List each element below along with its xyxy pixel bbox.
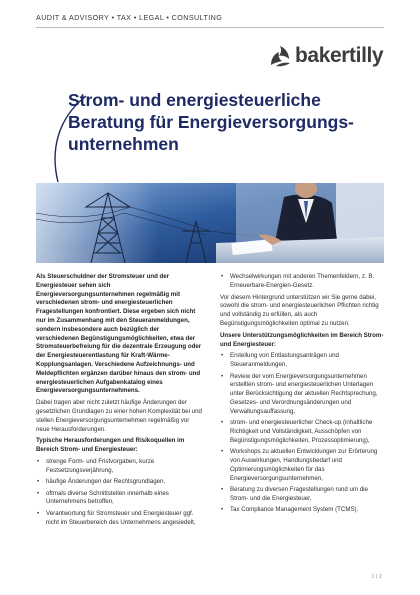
intro-paragraph: Als Steuerschuldner der Stromsteuer und der Energiesteuer sehen sich Energieversorgungsunternehmen regelmäßig mit verschiedenen strom- und energiesteuerlichen Fragestellungen konfrontiert. Diese ergeben sich nicht nur im Zusammenhang mit den Steueranmeldungen, sondern insbesondere auch bezüglich der verschiedenen Begünstigungsmöglichkeiten, etwa der Stromsteuerbefreiung für die dezentrale Erzeugung oder der Energiesteuerentlastung für Kraft-Wärme-Kopplungsanlagen. Verschiedene Aufzeichnungs- und Meldepflichten ergänzen darüber hinaus den strom- und energiesteuerlichen Aufgabenkatalog eines Energieversorgungsunternehmens. [36,273,202,395]
list-item: • häufige Änderungen der Rechtsgrundlagen, [36,478,202,487]
category-line: AUDIT & ADVISORY • TAX • LEGAL • CONSULTING [36,13,223,22]
list-item: • Tax Compliance Management System (TCMS). [220,506,388,515]
title-line-3: unternehmen [68,134,179,154]
list-item: • strom- und energiesteuerlicher Check-up (inhaltliche Richtigkeit und Vollständigkeit, Ausschöpfen von Begünstigungsmöglichkeiten, Prozessoptimierung), [220,419,388,445]
power-pylon-and-businessman-photo [36,183,384,263]
list-item: • Wechselwirkungen mit anderen Themenfeldern, z. B. Erneuerbare-Energien-Gesetz. [220,273,388,291]
challenges-list-continued [220,273,388,291]
list-item: • Erstellung von Entlastungsanträgen und Steueranmeldungen, [220,352,388,370]
title-line-1: Strom- und energiesteuerliche [68,90,321,110]
challenges-list [36,458,202,527]
list-item: • strenge Form- und Fristvorgaben, kurze Festsetzungsverjährung, [36,458,202,476]
support-heading: Unsere Unterstützungsmöglichkeiten im Bereich Strom- und Energiesteuer: [220,331,384,348]
page-title [68,89,368,155]
list-item: • Workshops zu aktuellen Entwicklungen zur Erörterung von Auswirkungen, Handlungsbedarf und Optimierungsmöglichkeiten für das Energieversorgungsunternehmen, [220,448,388,483]
page-number: 1 | 2 [371,574,382,580]
list-item: • Beratung zu diversen Fragestellungen rund um die Strom- und die Energiesteuer, [220,486,388,504]
right-column [220,273,388,518]
challenges-heading: Typische Herausforderungen und Risikoquellen im Bereich Strom- und Energiesteuer: [36,437,185,454]
brand-wordmark: bakertilly [295,44,384,67]
list-item: • oftmals diverse Schnittstellen innerhalb eines Unternehmens betroffen, [36,490,202,508]
support-list [220,352,388,515]
support-intro-paragraph: Vor diesem Hintergrund unterstützen wir Sie gerne dabei, sowohl die strom- und energiesteuerlichen Pflichten richtig und vollständig zu erfüllen, als auch Begünstigungsmöglichkeiten optimal zu nutzen. [220,293,379,327]
left-column [36,273,202,530]
title-line-2: Beratung für Energieversorgungs- [68,112,354,132]
body-paragraph: Dabei tragen aber nicht zuletzt häufige Änderungen der gesetzlichen Grundlagen zu einer hohen Komplexität bei und stellen Energieversorgungsunternehmen regelmäßig vor neue Herausforderungen. [36,399,202,433]
list-item: • Review der vom Energieversorgungsunternehmen erstellten strom- und energiesteuerlichen Unterlagen unter Berücksichtigung der aktuellen Rechtsprechung, Gesetzes- und Verordnungsänderungen und Verwaltungsauffassung, [220,373,388,417]
list-item: • Verantwortung für Stromsteuer und Energiesteuer ggf. nicht im Steuerbereich des Unternehmens angesiedelt, [36,510,202,528]
hero-image [36,183,384,263]
